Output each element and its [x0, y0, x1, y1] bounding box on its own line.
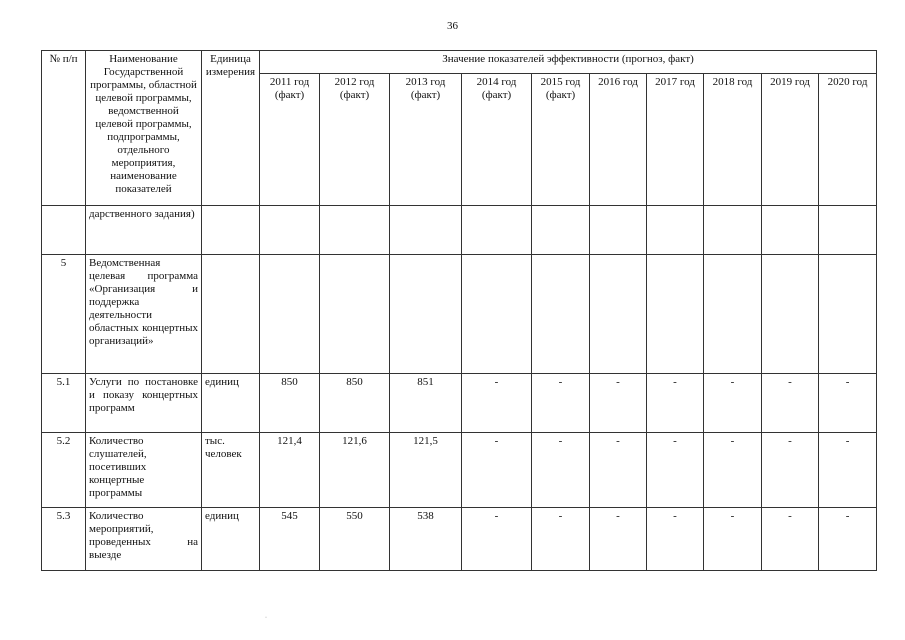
row-value: - [590, 508, 647, 571]
scan-mark: · [265, 615, 267, 621]
row-unit [202, 206, 260, 255]
row-value: - [762, 508, 819, 571]
row-unit: единиц [202, 374, 260, 433]
row-value [704, 255, 762, 374]
row-value [532, 206, 590, 255]
row-value: 851 [390, 374, 462, 433]
row-value [462, 255, 532, 374]
row-value [260, 255, 320, 374]
row-value: - [819, 433, 877, 508]
header-values-group: Значение показателей эффективности (прогноз, факт) [260, 51, 877, 74]
row-value [590, 206, 647, 255]
row-value: - [462, 433, 532, 508]
header-year: 2019 год [762, 74, 819, 206]
table-row [42, 433, 877, 508]
row-value: - [762, 374, 819, 433]
header-year: 2014 год (факт) [462, 74, 532, 206]
header-unit: Единица измерения [202, 51, 260, 206]
row-value: - [762, 433, 819, 508]
row-unit [202, 255, 260, 374]
row-value: - [647, 374, 704, 433]
row-value [320, 255, 390, 374]
row-value: - [590, 374, 647, 433]
table-row [42, 206, 877, 255]
row-value [819, 255, 877, 374]
table-row [42, 255, 877, 374]
row-name: Количество слушателей, посетивших концертные программы [86, 433, 202, 508]
row-value [532, 255, 590, 374]
header-year: 2020 год [819, 74, 877, 206]
row-number: 5.1 [42, 374, 86, 433]
header-year: 2017 год [647, 74, 704, 206]
header-year: 2016 год [590, 74, 647, 206]
row-name: Количество мероприятий, проведенных на выезде [86, 508, 202, 571]
row-value: 850 [320, 374, 390, 433]
row-value: 550 [320, 508, 390, 571]
row-value [819, 206, 877, 255]
row-value: 121,5 [390, 433, 462, 508]
row-value [390, 206, 462, 255]
row-value: 538 [390, 508, 462, 571]
row-value: 850 [260, 374, 320, 433]
row-value: - [647, 433, 704, 508]
row-name: Услуги по постановке и показу концертных программ [86, 374, 202, 433]
row-name: Ведомственная целевая программа «Организация и поддержка деятельности областных концертных организаций» [86, 255, 202, 374]
row-value [762, 206, 819, 255]
row-value [704, 206, 762, 255]
row-value: - [647, 508, 704, 571]
row-value: - [532, 508, 590, 571]
row-value [647, 206, 704, 255]
row-value: - [704, 374, 762, 433]
indicators-table [41, 50, 877, 571]
row-value: - [704, 433, 762, 508]
header-num: № п/п [42, 51, 86, 206]
header-year: 2012 год (факт) [320, 74, 390, 206]
row-value [260, 206, 320, 255]
row-value: 545 [260, 508, 320, 571]
table-body [42, 206, 877, 571]
row-number [42, 206, 86, 255]
row-number: 5 [42, 255, 86, 374]
row-value: - [590, 433, 647, 508]
page-number: 36 [447, 20, 458, 32]
header-year: 2015 год (факт) [532, 74, 590, 206]
row-unit: тыс. человек [202, 433, 260, 508]
row-value [647, 255, 704, 374]
row-value [390, 255, 462, 374]
table-row [42, 508, 877, 571]
row-unit: единиц [202, 508, 260, 571]
row-value [762, 255, 819, 374]
row-value: - [532, 433, 590, 508]
row-value [590, 255, 647, 374]
row-value: - [462, 374, 532, 433]
row-value [320, 206, 390, 255]
header-year: 2011 год (факт) [260, 74, 320, 206]
table-row [42, 374, 877, 433]
table-header-row-1 [42, 51, 877, 74]
row-name: дарственного задания) [86, 206, 202, 255]
row-value: - [819, 374, 877, 433]
header-year: 2013 год (факт) [390, 74, 462, 206]
header-name: Наименование Государственной программы, областной целевой программы, ведомственной целевой программы, подпрограммы, отдельного мероприятия, наименование показателей [86, 51, 202, 206]
row-value: 121,4 [260, 433, 320, 508]
row-value: - [462, 508, 532, 571]
row-value: - [819, 508, 877, 571]
row-value: - [704, 508, 762, 571]
header-year: 2018 год [704, 74, 762, 206]
row-number: 5.3 [42, 508, 86, 571]
row-value: 121,6 [320, 433, 390, 508]
row-value: - [532, 374, 590, 433]
row-number: 5.2 [42, 433, 86, 508]
row-value [462, 206, 532, 255]
